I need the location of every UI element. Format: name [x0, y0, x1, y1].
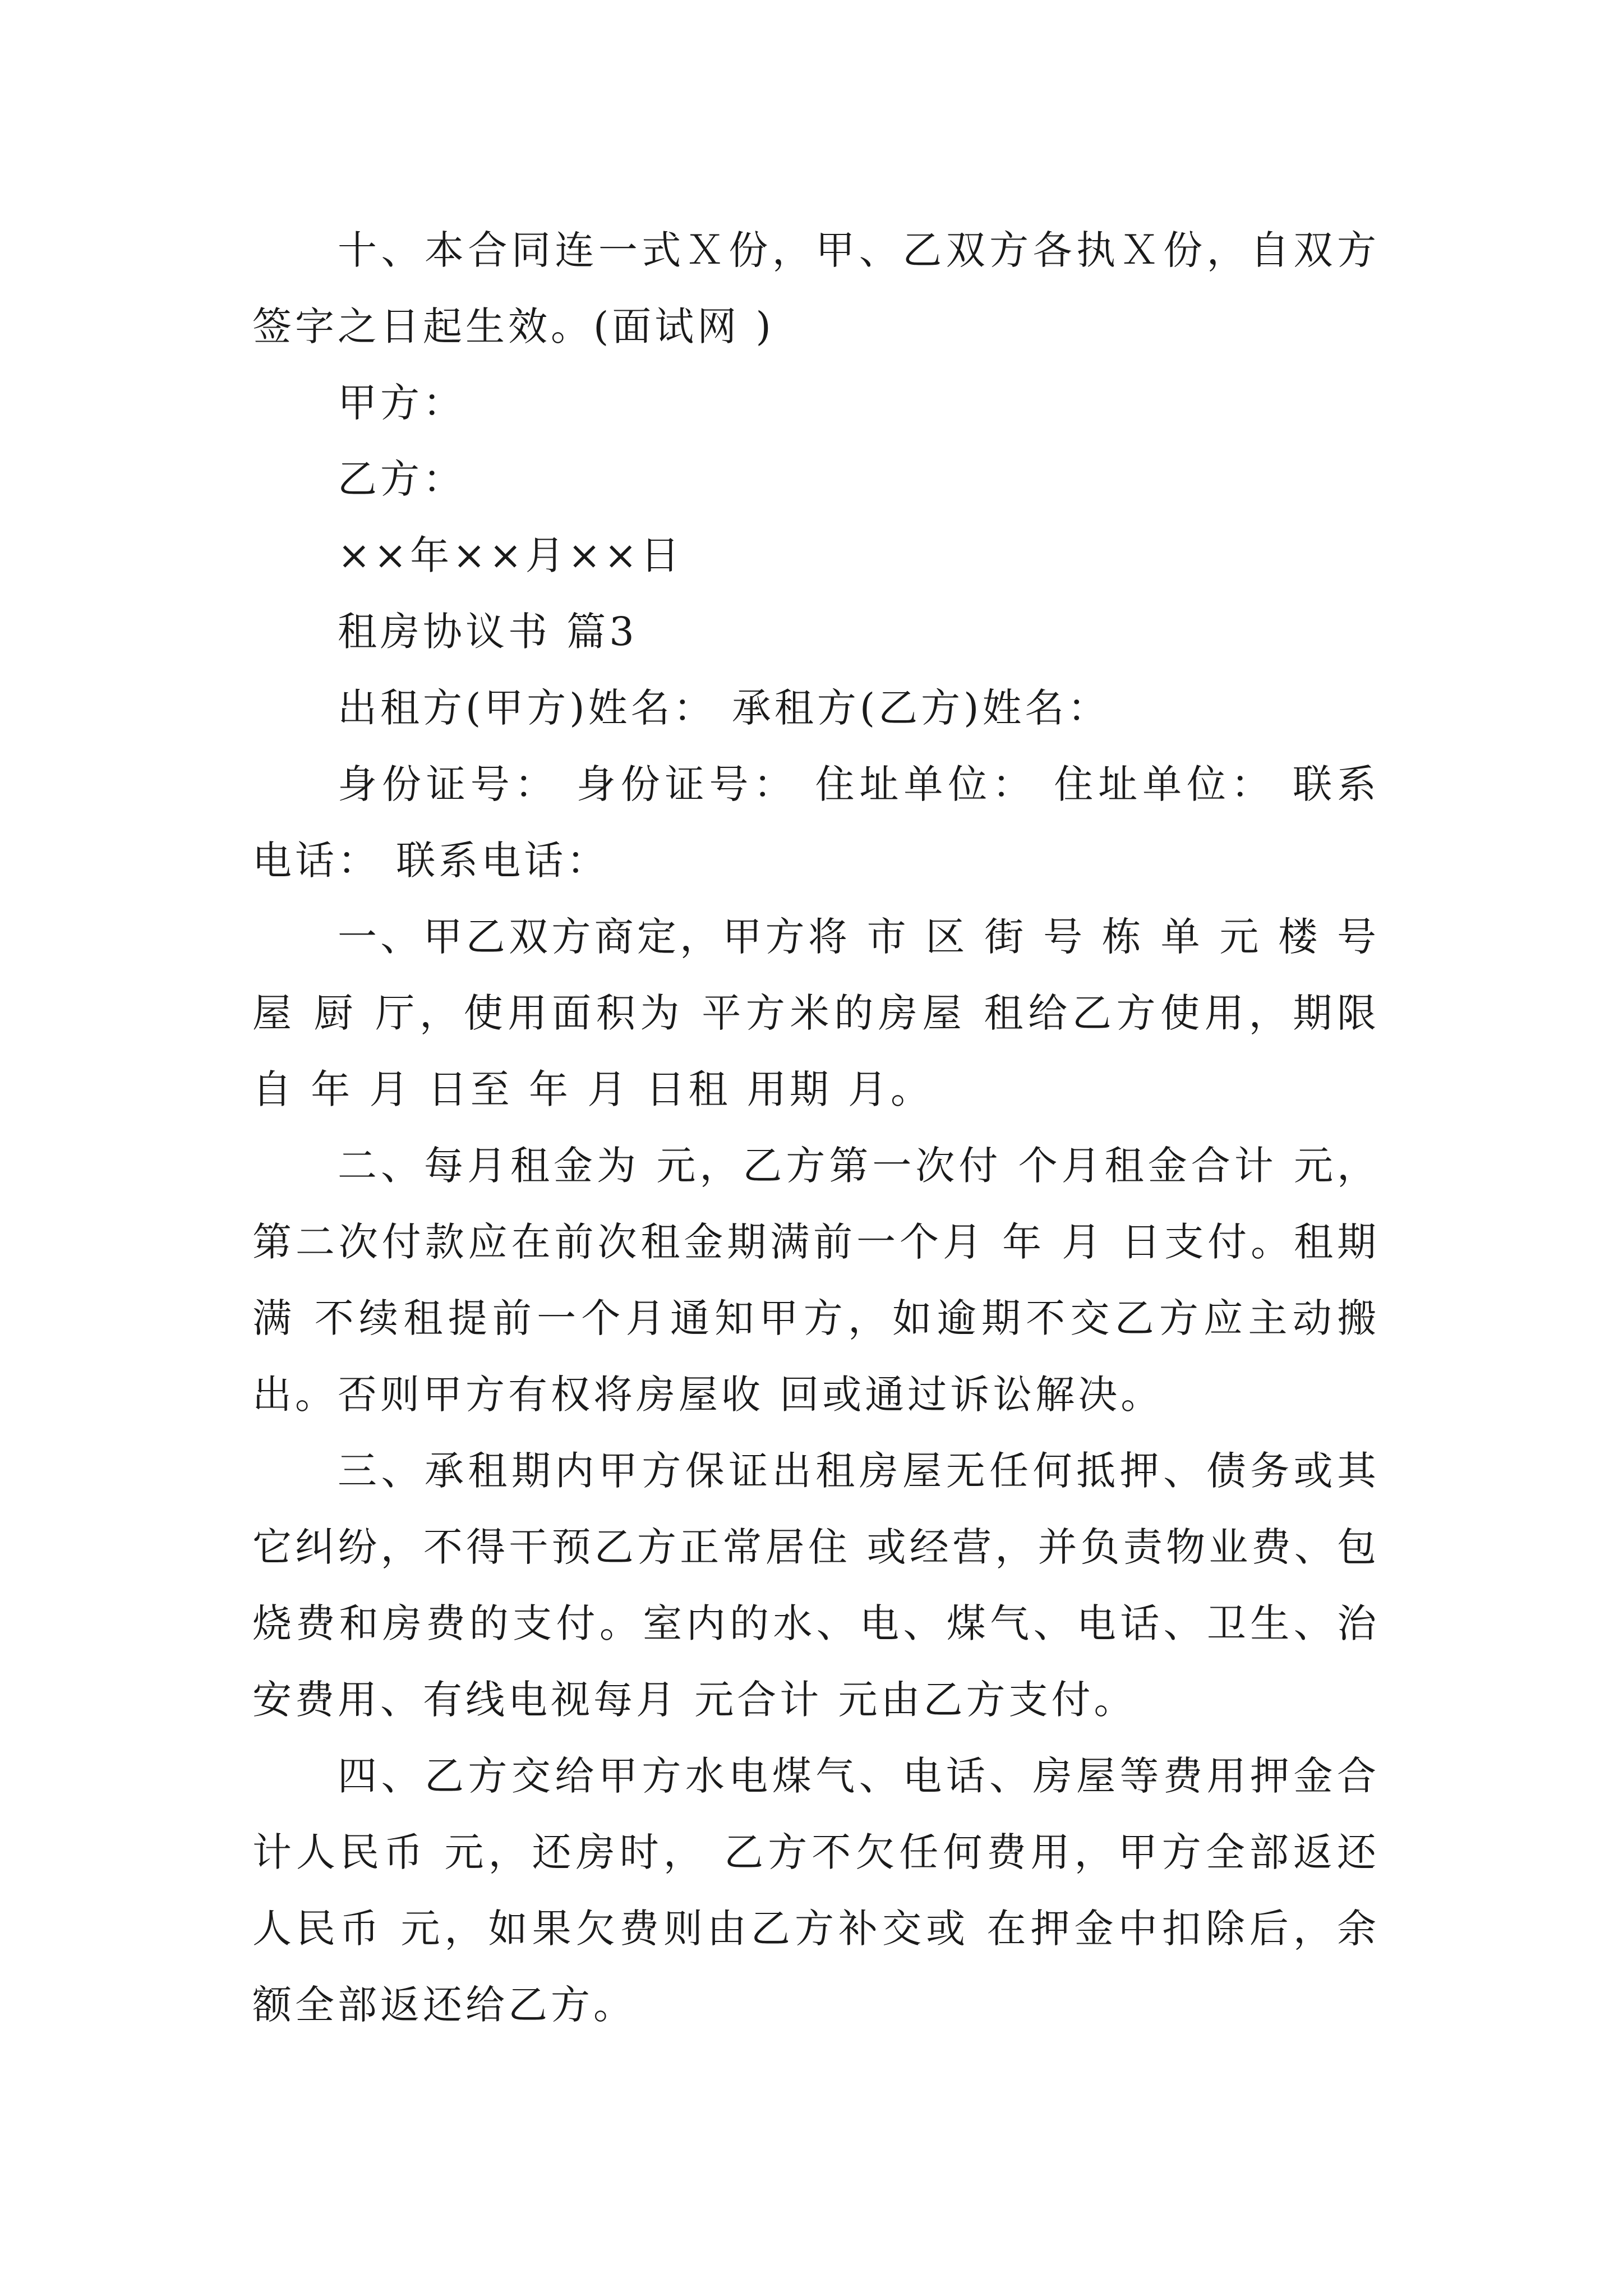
party-names-line: 出租方(甲方)姓名： 承租方(乙方)姓名： [338, 685, 1110, 731]
party-b-signature-line: 乙方： [338, 456, 465, 502]
party-details-line: 身份证号： 身份证号： 住址单位： 住址单位： 联系电话： 联系电话： [252, 761, 1380, 884]
party-a-signature-line: 甲方： [338, 380, 465, 426]
paragraph-clause-3: 三、承租期内甲方保证出租房屋无任何抵押、债务或其它纠纷，不得干预乙方正常居住 或经营，并负责物业费、包烧费和房费的支付。室内的水、电、煤气、电话、卫生、治安费用、有线电视每月 元合计 元由乙方支付。 [252, 1448, 1380, 1723]
date-line: ××年××月××日 [338, 532, 683, 578]
paragraph-clause-2: 二、每月租金为 元，乙方第一次付 个月租金合计 元，第二次付款应在前次租金期满前一个月 年 月 日支付。租期满 不续租提前一个月通知甲方，如逾期不交乙方应主动搬出。否则甲方有权将房屋收 回或通过诉讼解决。 [252, 1143, 1380, 1418]
paragraph-clause-10: 十、本合同连一式Ｘ份，甲、乙双方各执Ｘ份，自双方签字之日起生效。(面试网 ) [252, 227, 1380, 349]
paragraph-clause-4: 四、乙方交给甲方水电煤气、电话、房屋等费用押金合计人民币 元，还房时， 乙方不欠任何费用，甲方全部返还人民币 元，如果欠费则由乙方补交或 在押金中扣除后，余额全部返还给乙方。 [252, 1753, 1380, 2028]
paragraph-clause-1: 一、甲乙双方商定，甲方将 市 区 街 号 栋 单 元 楼 号 屋 厨 厅，使用面积为 平方米的房屋 租给乙方使用，期限自 年 月 日至 年 月 日租 用期 月。 [252, 914, 1396, 1112]
section-heading: 租房协议书 篇3 [338, 609, 638, 655]
document-body [252, 212, 1396, 2043]
